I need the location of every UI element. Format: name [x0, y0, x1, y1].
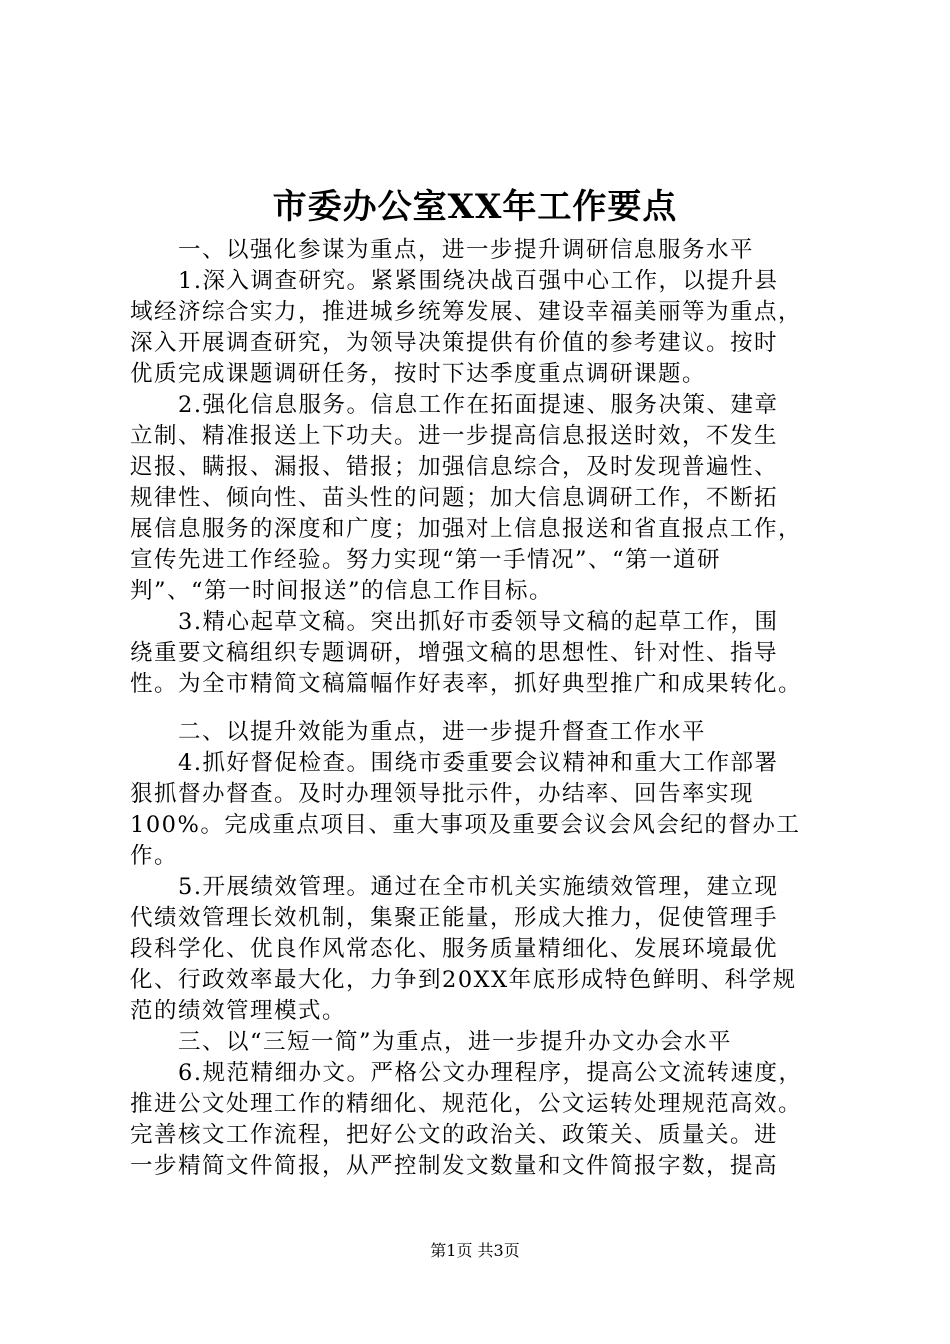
paragraph-line: 狠抓督办督查。及时办理领导批示件，办结率、回告率实现	[130, 781, 755, 807]
paragraph-line: 展信息服务的深度和广度；加强对上信息报送和省直报点工作，	[130, 516, 803, 542]
paragraph-line: 深入开展调查研究，为领导决策提供有价值的参考建议。按时	[130, 330, 779, 356]
paragraph-line: 6.规范精细办文。严格公文办理程序，提高公文流转速度，	[178, 1060, 803, 1086]
section-heading-2: 二、以提升效能为重点，进一步提升督查工作水平	[178, 719, 707, 745]
section-gap	[130, 700, 840, 717]
paragraph-line: 5.开展绩效管理。通过在全市机关实施绩效管理，建立现	[178, 874, 779, 900]
page-number-footer: 第1页 共3页	[430, 1241, 520, 1260]
paragraph-line: 100%。完成重点项目、重大事项及重要会议会风会纪的督办工	[130, 812, 801, 838]
paragraph-line: 段科学化、优良作风常态化、服务质量精细化、发展环境最优	[130, 936, 779, 962]
paragraph-line: 立制、精准报送上下功夫。进一步提高信息报送时效，不发生	[130, 423, 779, 449]
paragraph-line: 绕重要文稿组织专题调研，增强文稿的思想性、针对性、指导	[130, 640, 779, 666]
document-title: 市委办公室XX年工作要点	[272, 187, 678, 227]
paragraph-line: 一步精简文件简报，从严控制发文数量和文件简报字数，提高	[130, 1153, 779, 1179]
paragraph-line: 4.抓好督促检查。围绕市委重要会议精神和重大工作部署	[178, 750, 779, 776]
section-heading-1: 一、以强化参谋为重点，进一步提升调研信息服务水平	[178, 237, 755, 263]
paragraph-line: 完善核文工作流程，把好公文的政治关、政策关、质量关。进	[130, 1122, 779, 1148]
paragraph-line: 判”、“第一时间报送”的信息工作目标。	[130, 578, 554, 604]
section-heading-3: 三、以“三短一简”为重点，进一步提升办文办会水平	[178, 1029, 733, 1055]
document-body	[130, 235, 840, 1182]
paragraph-line: 推进公文处理工作的精细化、规范化，公文运转处理规范高效。	[130, 1091, 803, 1117]
paragraph-line: 范的绩效管理模式。	[130, 998, 347, 1024]
paragraph-line: 作。	[130, 843, 179, 869]
paragraph-line: 性。为全市精简文稿篇幅作好表率，抓好典型推广和成果转化。	[130, 671, 803, 697]
paragraph-line: 2.强化信息服务。信息工作在拓面提速、服务决策、建章	[178, 392, 779, 418]
paragraph-line: 3.精心起草文稿。突出抓好市委领导文稿的起草工作，围	[178, 609, 779, 635]
paragraph-line: 优质完成课题调研任务，按时下达季度重点调研课题。	[130, 361, 707, 387]
paragraph-line: 域经济综合实力，推进城乡统筹发展、建设幸福美丽等为重点，	[130, 299, 803, 325]
paragraph-line: 规律性、倾向性、苗头性的问题；加大信息调研工作，不断拓	[130, 485, 779, 511]
paragraph-line: 代绩效管理长效机制，集聚正能量，形成大推力，促使管理手	[130, 905, 779, 931]
paragraph-line: 宣传先进工作经验。努力实现“第一手情况”、“第一道研	[130, 547, 722, 573]
paragraph-line: 化、行政效率最大化，力争到20XX年底形成特色鲜明、科学规	[130, 967, 797, 993]
paragraph-line: 1.深入调查研究。紧紧围绕决战百强中心工作，以提升县	[178, 268, 779, 294]
paragraph-line: 迟报、瞒报、漏报、错报；加强信息综合，及时发现普遍性、	[130, 454, 779, 480]
